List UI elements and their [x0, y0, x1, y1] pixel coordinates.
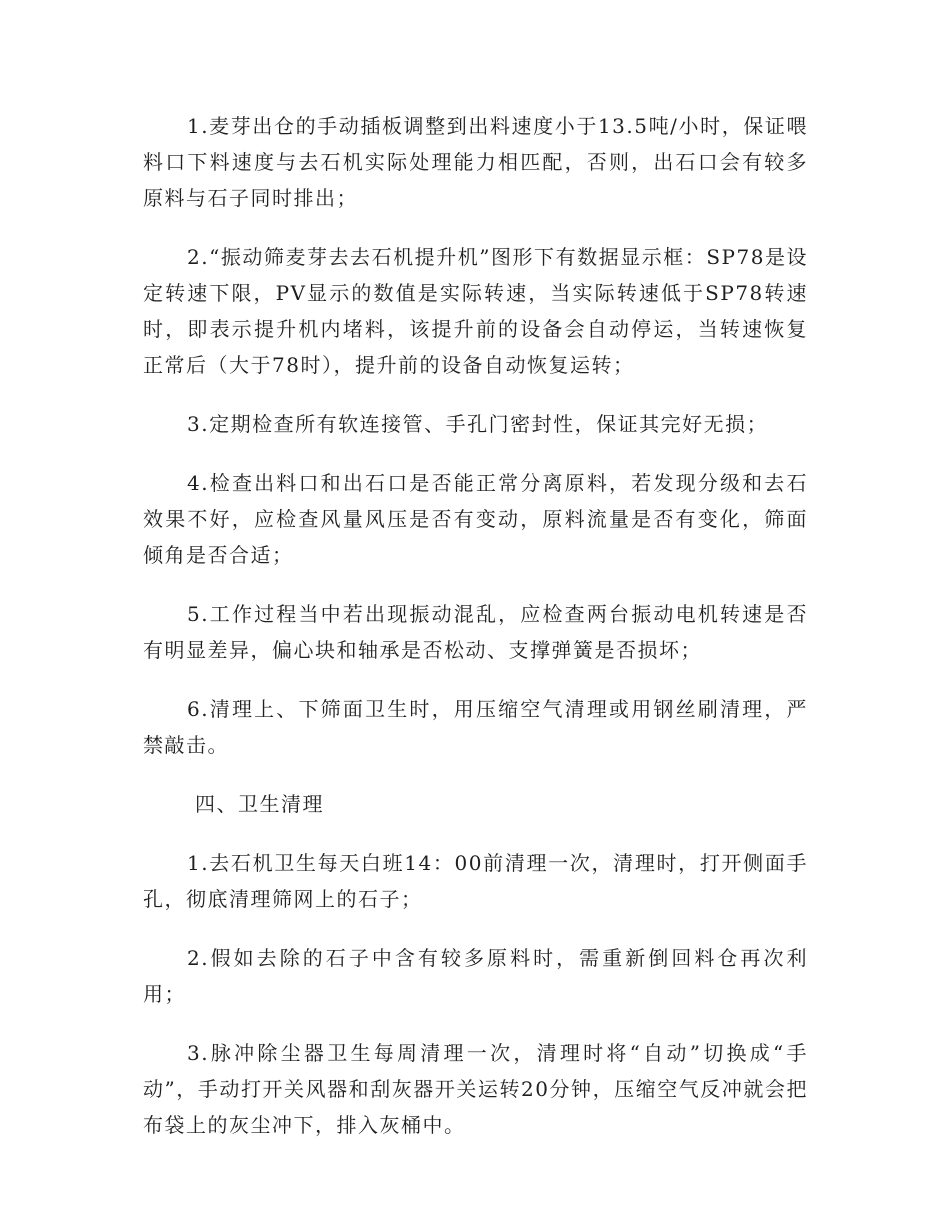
paragraph-item-2: 2.“振动筛麦芽去去石机提升机”图形下有数据显示框：SP78是设定转速下限，PV显示的数值是实际转速，当实际转速低于SP78转速时，即表示提升机内堵料，该提升前的设备会自动停运，当转速恢复正常后（大于78时），提升前的设备自动恢复运转； — [143, 245, 808, 377]
paragraph-item-4: 4.检查出料口和出石口是否能正常分离原料，若发现分级和去石效果不好，应检查风量风压是否有变动，原料流量是否有变化，筛面倾角是否合适； — [143, 471, 808, 567]
cleaning-item-1: 1.去石机卫生每天白班14：00前清理一次，清理时，打开侧面手孔，彻底清理筛网上的石子； — [143, 851, 808, 911]
cleaning-item-3: 3.脉冲除尘器卫生每周清理一次，清理时将“自动”切换成“手动”，手动打开关风器和刮灰器开关运转20分钟，压缩空气反冲就会把布袋上的灰尘冲下，排入灰桶中。 — [143, 1041, 808, 1137]
paragraph-item-3: 3.定期检查所有软连接管、手孔门密封性，保证其完好无损； — [187, 412, 769, 436]
section-heading: 四、卫生清理 — [195, 792, 324, 816]
cleaning-item-2: 2.假如去除的石子中含有较多原料时，需重新倒回料仓再次利用； — [143, 946, 808, 1006]
paragraph-item-6: 6.清理上、下筛面卫生时，用压缩空气清理或用钢丝刷清理，严禁敲击。 — [143, 697, 808, 757]
paragraph-item-5: 5.工作过程当中若出现振动混乱，应检查两台振动电机转速是否有明显差异，偏心块和轴承是否松动、支撑弹簧是否损坏； — [143, 602, 808, 662]
document-body — [143, 108, 808, 1166]
paragraph-item-1: 1.麦芽出仓的手动插板调整到出料速度小于13.5吨/小时，保证喂料口下料速度与去石机实际处理能力相匹配，否则，出石口会有较多原料与石子同时排出； — [143, 114, 808, 210]
